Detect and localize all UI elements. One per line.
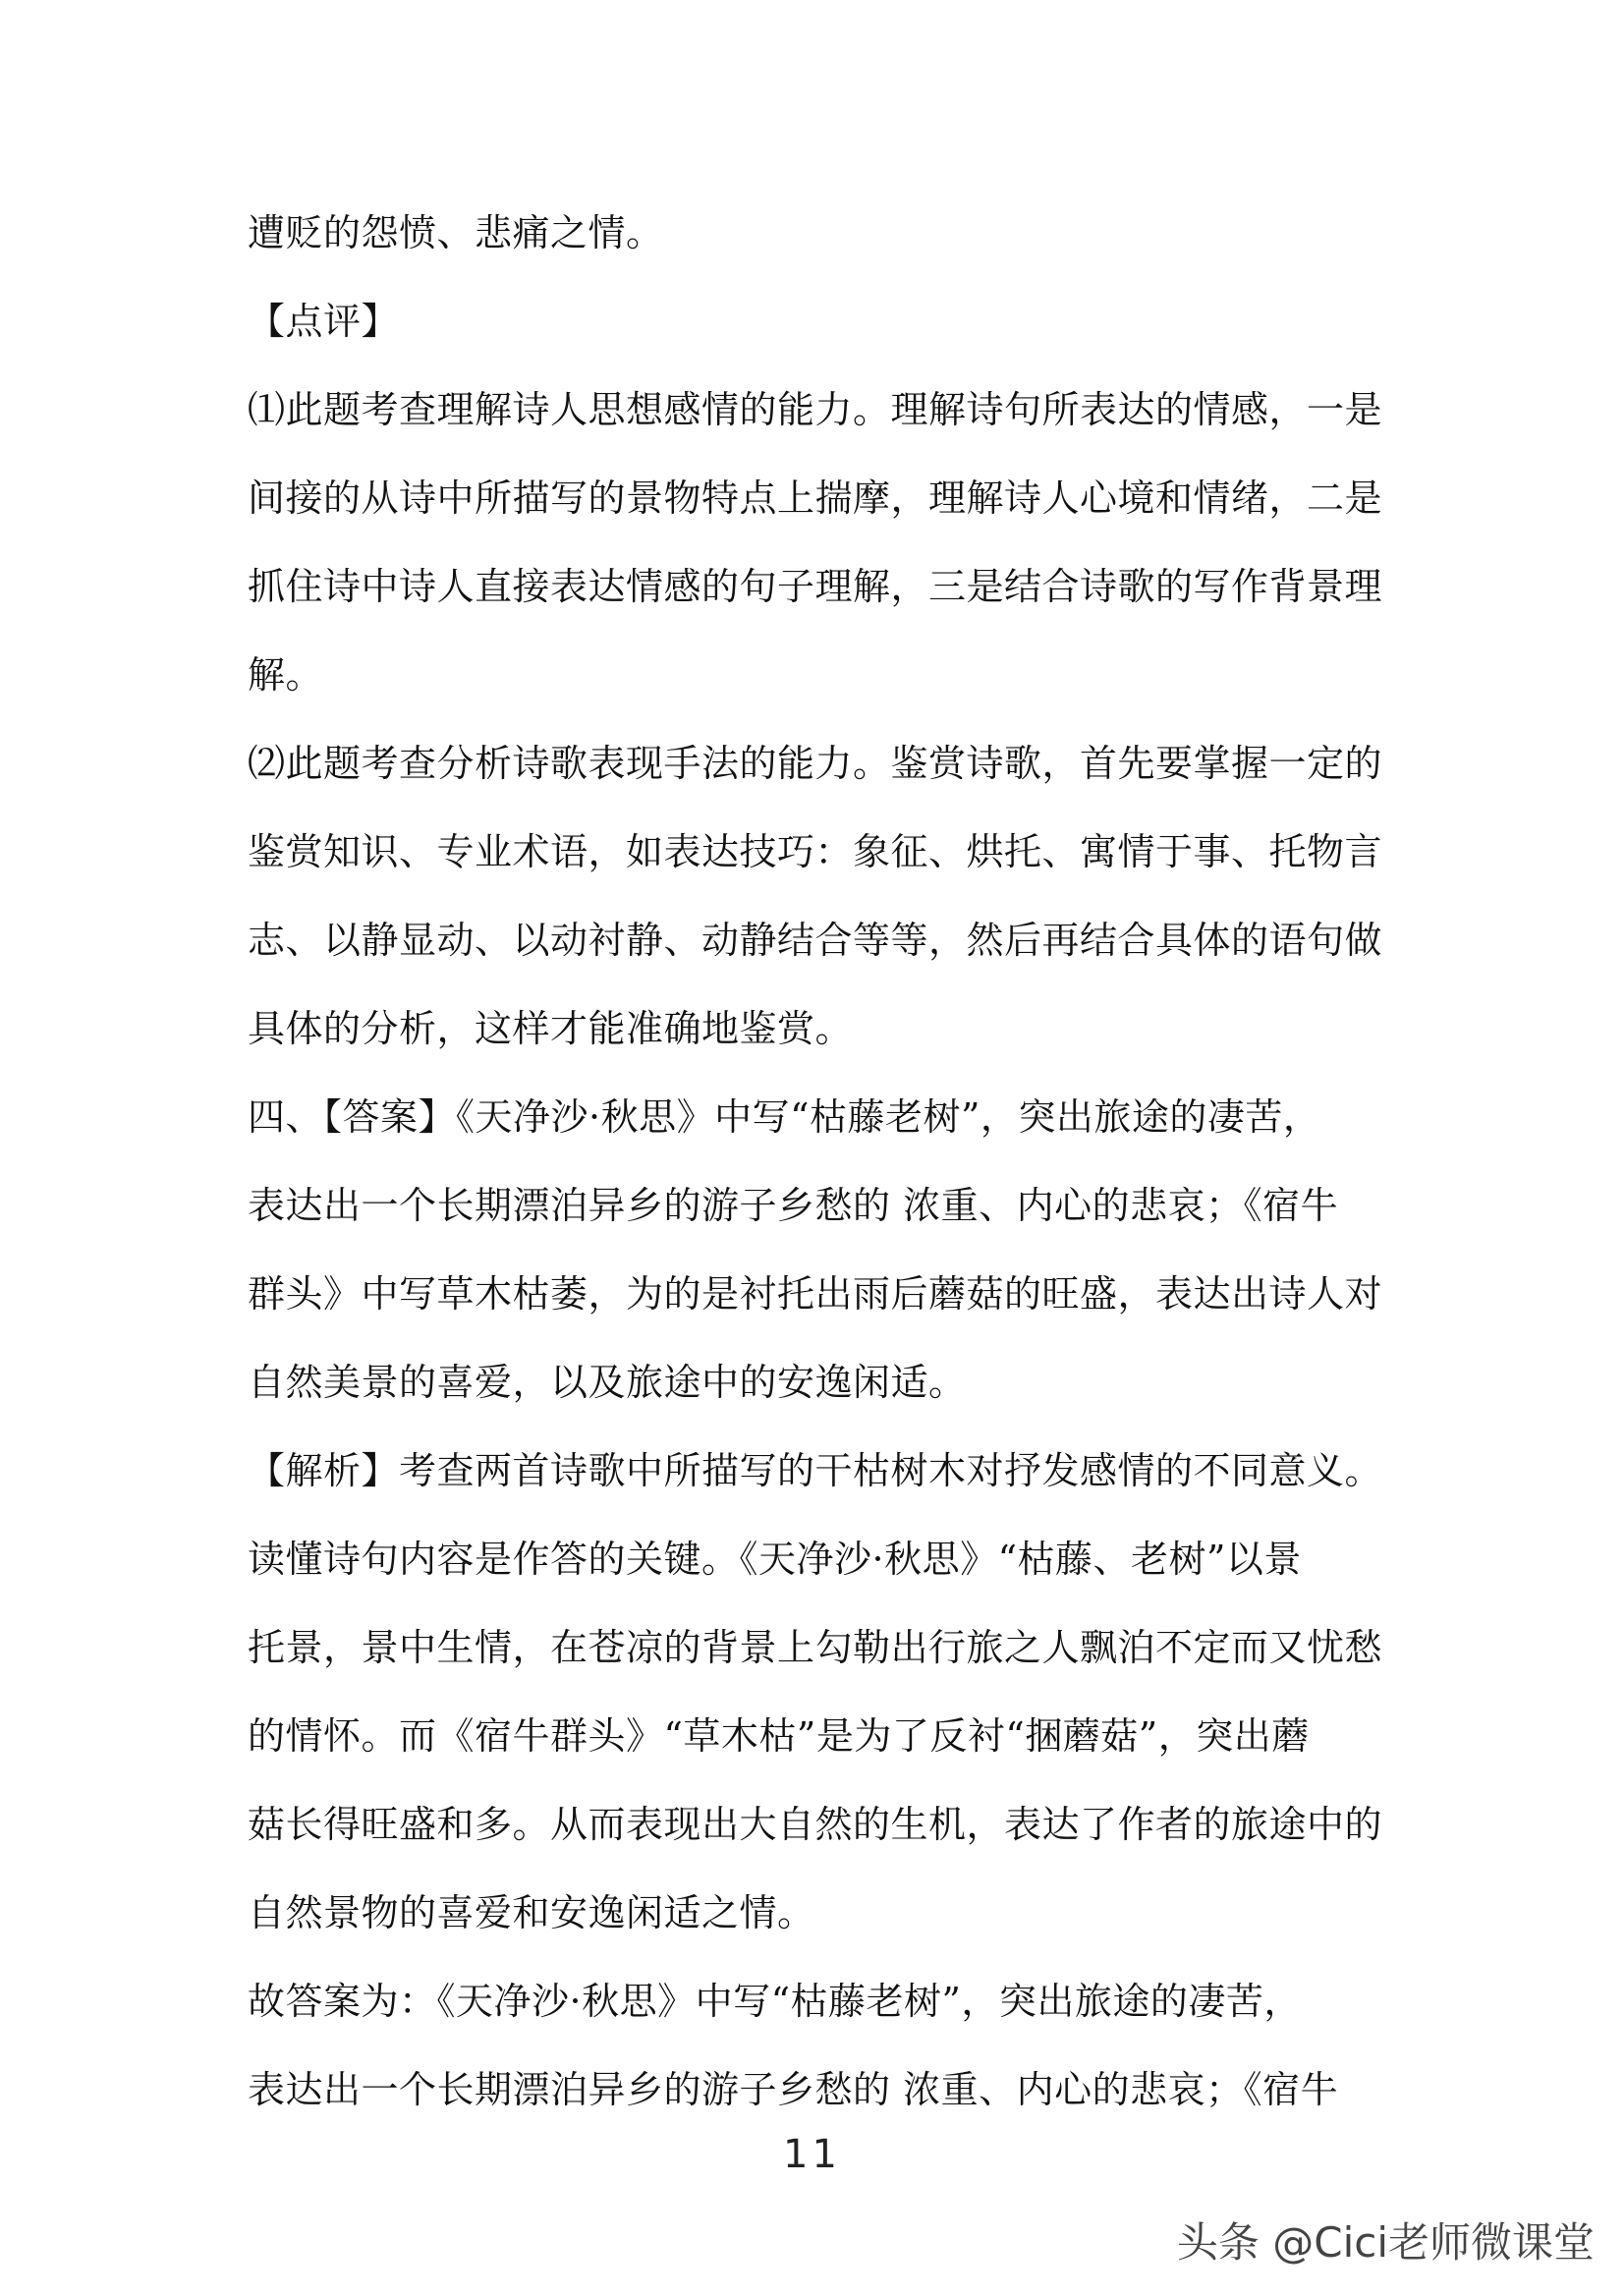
text-line: 遭贬的怨愤、悲痛之情。 bbox=[248, 211, 664, 254]
section-heading-comment: 【点评】 bbox=[248, 300, 400, 343]
document-body bbox=[248, 189, 1387, 2134]
text-line: 托景，景中生情，在苍凉的背景上勾勒出行旅之人飘泊不定而又忧愁 bbox=[248, 1626, 1383, 1669]
page-number: 11 bbox=[783, 2132, 841, 2177]
text-line: 表达出一个长期漂泊异乡的游子乡愁的 浓重、内心的悲哀；《宿牛 bbox=[248, 1184, 1339, 1227]
text-line: 菇长得旺盛和多。从而表现出大自然的生机，表达了作者的旅途中的 bbox=[248, 1803, 1383, 1846]
text-line: 志、以静显动、以动衬静、动静结合等等，然后再结合具体的语句做 bbox=[248, 919, 1383, 962]
text-line: 自然美景的喜爱，以及旅途中的安逸闲适。 bbox=[248, 1361, 967, 1404]
text-line: 间接的从诗中所描写的景物特点上揣摩，理解诗人心境和情绪，二是 bbox=[248, 476, 1383, 520]
text-line: 解。 bbox=[248, 653, 324, 697]
text-line: 群头》中写草木枯萎，为的是衬托出雨后蘑菇的旺盛，表达出诗人对 bbox=[248, 1272, 1383, 1316]
text-line: 鉴赏知识、专业术语，如表达技巧：象征、烘托、寓情于事、托物言 bbox=[248, 830, 1383, 873]
text-line: 故答案为：《天净沙·秋思》中写“枯藤老树”，突出旅途的凄苦， bbox=[248, 1980, 1302, 2023]
text-line: 表达出一个长期漂泊异乡的游子乡愁的 浓重、内心的悲哀；《宿牛 bbox=[248, 2068, 1339, 2111]
text-line: ⑵此题考查分析诗歌表现手法的能力。鉴赏诗歌，首先要掌握一定的 bbox=[248, 742, 1383, 785]
answer-heading-line: 四、【答案】《天净沙·秋思》中写“枯藤老树”，突出旅途的凄苦， bbox=[248, 1095, 1321, 1139]
watermark: 头条 @Cici老师微课堂 bbox=[1176, 2218, 1595, 2267]
text-line: 读懂诗句内容是作答的关键。《天净沙·秋思》“枯藤、老树”以景 bbox=[248, 1538, 1302, 1581]
text-line: 的情怀。而《宿牛群头》“草木枯”是为了反衬“捆蘑菇”，突出蘑 bbox=[248, 1714, 1310, 1758]
analysis-heading-line: 【解析】考查两首诗歌中所描写的干枯树木对抒发感情的不同意义。 bbox=[248, 1449, 1383, 1492]
text-line: 自然景物的喜爱和安逸闲适之情。 bbox=[248, 1891, 815, 1934]
text-line: ⑴此题考查理解诗人思想感情的能力。理解诗句所表达的情感，一是 bbox=[248, 388, 1383, 431]
text-line: 具体的分析，这样才能准确地鉴赏。 bbox=[248, 1007, 854, 1050]
text-line: 抓住诗中诗人直接表达情感的句子理解，三是结合诗歌的写作背景理 bbox=[248, 565, 1383, 608]
